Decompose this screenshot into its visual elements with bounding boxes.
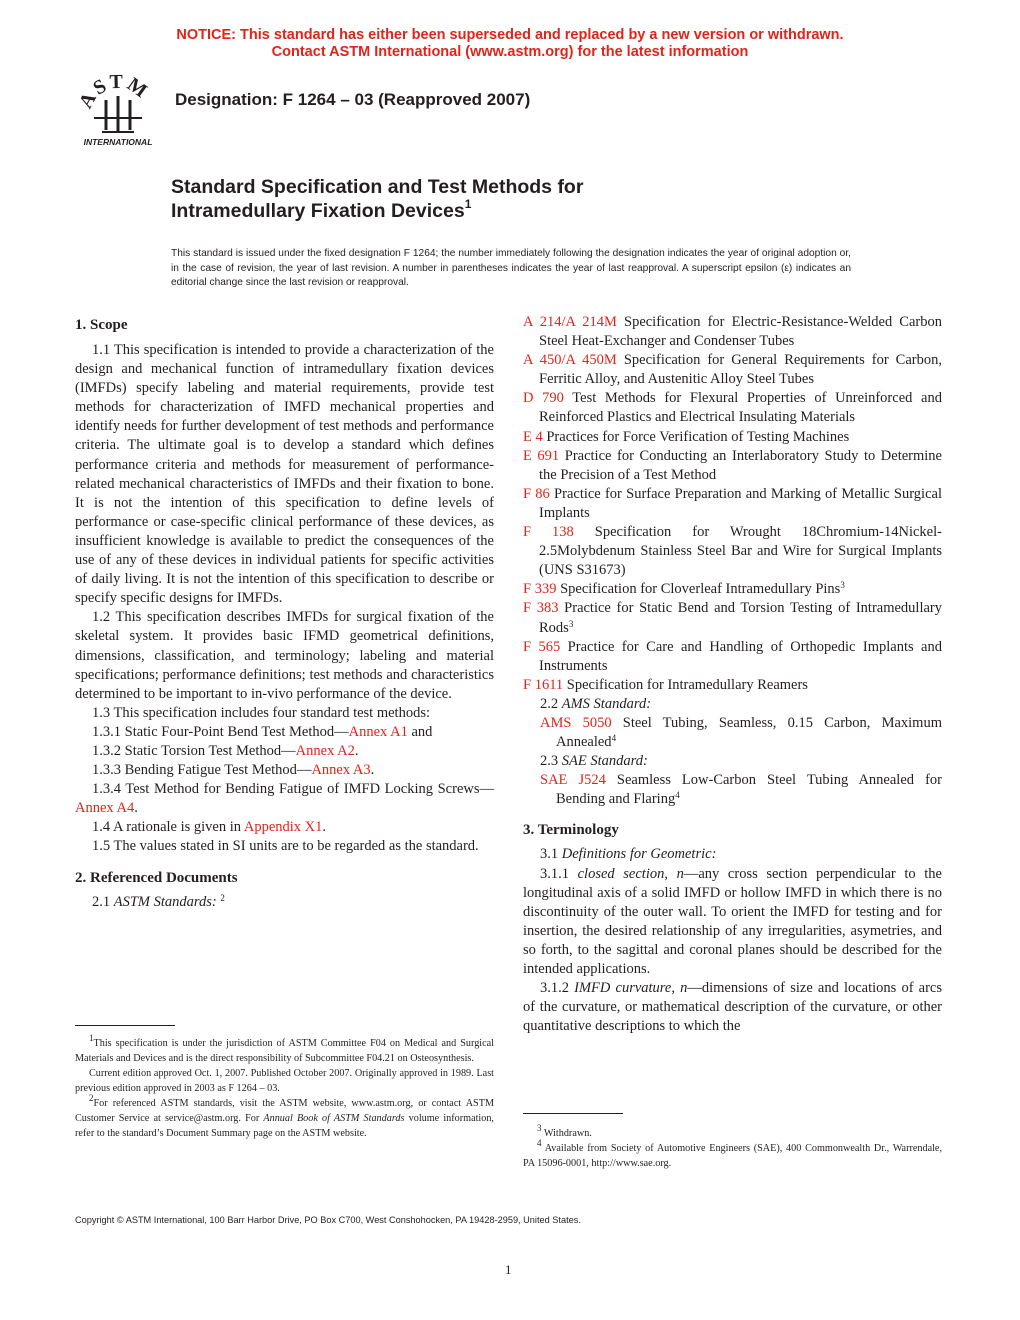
- para-1-4: [75, 818, 494, 837]
- reference-title: Practice for Conducting an Interlaboratory Study to Determine the Precision of a Test Method: [539, 447, 942, 483]
- ams-reference: [523, 714, 942, 752]
- page-number: 1: [505, 1262, 512, 1277]
- para-3-1-2-num: 3.1.2: [540, 980, 575, 997]
- title-footnote-mark: 1: [464, 197, 472, 211]
- astm-reference-item: [523, 676, 942, 695]
- reference-title: Test Methods for Flexural Properties of Unreinforced and Reinforced Plastics and Electrical Insulating Materials: [539, 390, 942, 426]
- reference-title: Practice for Care and Handling of Orthopedic Implants and Instruments: [539, 638, 942, 674]
- para-1-3-1: [75, 723, 494, 742]
- reference-title: Specification for Wrought 18Chromium-14Nickel-2.5Molybdenum Stainless Steel Bar and Wire for Surgical Implants (UNS S31673): [539, 524, 942, 579]
- para-1-4-text: 1.4 A rationale is given in: [92, 819, 244, 836]
- astm-reference-item: [523, 580, 942, 599]
- para-2-1-label: ASTM Standards:: [113, 893, 217, 910]
- astm-logo: [76, 72, 160, 150]
- para-1-3-1-text: 1.3.1 Static Four-Point Bend Test Method—: [92, 723, 349, 740]
- para-2-1-num: 2.1: [92, 893, 114, 910]
- notice-line-1: NOTICE: This standard has either been superseded and replaced by a new version or withdrawn.: [176, 27, 844, 43]
- logo-subtext: INTERNATIONAL: [83, 137, 153, 147]
- reference-code-link[interactable]: D 790: [523, 390, 564, 407]
- footnote-1: [75, 1033, 494, 1066]
- reference-code-link[interactable]: F 138: [523, 524, 574, 541]
- para-1-3: 1.3 This specification includes four standard test methods:: [92, 704, 430, 721]
- astm-reference-item: [523, 351, 942, 389]
- term-closed-section: closed section, n: [577, 865, 684, 882]
- sae-j524-link[interactable]: SAE J524: [540, 772, 606, 789]
- section-1-heading: 1. Scope: [75, 317, 128, 333]
- para-2-3-label: SAE Standard:: [561, 753, 648, 770]
- astm-reference-item: [523, 313, 942, 351]
- annex-a3-link[interactable]: Annex A3: [311, 762, 371, 779]
- withdrawal-notice: [0, 27, 1020, 61]
- footnote-4-mark: 4: [537, 1138, 542, 1148]
- para-1-3-2-text: 1.3.2 Static Torsion Test Method—: [92, 742, 296, 759]
- para-1-2: 1.2 This specification describes IMFDs for surgical fixation of the skeletal system. It provides basic IFMD geometrical definitions, dimensions, classification, and terminology; labeling and material specifications; performance definitions; test methods and characteristics determined to be important to in-vivo performance of the device.: [75, 609, 494, 702]
- reference-title: Practice for Static Bend and Torsion Testing of Intramedullary Rods: [539, 600, 942, 636]
- footnote-2-mark: 2: [89, 1093, 94, 1103]
- ams-reference-text: Steel Tubing, Seamless, 0.15 Carbon, Maximum Annealed: [556, 714, 942, 751]
- document-title: [171, 175, 583, 223]
- reference-footnote-mark: 3: [840, 580, 845, 591]
- footnote-rule-right: [523, 1113, 623, 1114]
- annex-a4-link[interactable]: Annex A4: [75, 800, 135, 817]
- right-footnotes: [523, 1113, 942, 1171]
- term-imfd-curvature: IMFD curvature, n: [574, 980, 688, 997]
- reference-code-link[interactable]: F 339: [523, 581, 557, 598]
- para-3-1-2-text: —dimensions of size and locations of arcs of the curvature, or mathematical description of the curvature, or other quantitative descriptions to which the: [523, 980, 943, 1035]
- right-column: [523, 313, 942, 1036]
- para-1-3-1-tail: and: [407, 723, 433, 740]
- footnote-2: [75, 1093, 494, 1141]
- para-1-3-3-text: 1.3.3 Bending Fatigue Test Method—: [92, 762, 312, 779]
- footnote-2-text: For referenced ASTM standards, visit the ASTM website, www.astm.org, or contact ASTM Customer Service at service@astm.org. For: [75, 1098, 494, 1124]
- footnote-2-tail: volume information, refer to the standard’s Document Summary page on the ASTM website.: [75, 1113, 494, 1139]
- para-2-2-label: AMS Standard:: [561, 695, 652, 712]
- para-1-3-3: [75, 761, 494, 780]
- para-1-3-3-tail: .: [370, 762, 375, 779]
- reference-footnote-mark: 3: [568, 618, 574, 629]
- footnote-4: [523, 1138, 942, 1171]
- para-1-3-4: [75, 780, 494, 818]
- para-1-3-4-text: 1.3.4 Test Method for Bending Fatigue of IMFD Locking Screws—: [92, 781, 494, 798]
- reference-title: Practice for Surface Preparation and Marking of Metallic Surgical Implants: [539, 485, 942, 521]
- annex-a1-link[interactable]: Annex A1: [348, 723, 408, 740]
- sae-reference-sup: 4: [675, 790, 680, 801]
- para-2-3: [523, 752, 942, 771]
- footnote-3-mark: 3: [537, 1123, 542, 1133]
- reference-code-link[interactable]: F 1611: [523, 676, 564, 693]
- para-2-1-sup: 2: [220, 892, 225, 903]
- footnote-rule-left: [75, 1025, 175, 1026]
- copyright-line: Copyright © ASTM International, 100 Barr Harbor Drive, PO Box C700, West Conshohocken, PA 19428-2959, United States.: [75, 1215, 581, 1225]
- svg-text:ASTM: [76, 72, 153, 112]
- section-3-heading: 3. Terminology: [523, 822, 619, 839]
- astm-reference-item: [523, 389, 942, 427]
- reference-code-link[interactable]: E 4: [523, 428, 543, 445]
- reference-code-link[interactable]: F 565: [523, 638, 561, 655]
- para-2-2: [523, 695, 942, 714]
- astm-reference-item: [523, 447, 942, 485]
- footnote-1-edition: Current edition approved Oct. 1, 2007. Published October 2007. Originally approved in 1989. Last previous edition approved in 2003 as F 1264 – 03.: [75, 1068, 494, 1094]
- reference-title: Specification for General Requirements for Carbon, Ferritic Alloy, and Austenitic Alloy Steel Tubes: [539, 352, 942, 388]
- appendix-x1-link[interactable]: Appendix X1: [243, 819, 323, 836]
- footnotes-right-body: [523, 1123, 942, 1171]
- para-2-1: [75, 893, 494, 912]
- reference-title: Specification for Cloverleaf Intramedullary Pins: [556, 581, 841, 598]
- astm-reference-item: [523, 599, 942, 637]
- footnote-3: [523, 1123, 942, 1141]
- ams-reference-sup: 4: [611, 733, 617, 744]
- notice-line-2: Contact ASTM International (www.astm.org) for the latest information: [271, 44, 749, 60]
- footnote-3-text: Withdrawn.: [543, 1128, 592, 1139]
- astm-reference-item: [523, 523, 942, 580]
- reference-title: Practices for Force Verification of Testing Machines: [542, 428, 850, 445]
- para-3-1-1-num: 3.1.1: [540, 865, 578, 882]
- astm-reference-item: [523, 485, 942, 523]
- issuance-note: This standard is issued under the fixed designation F 1264; the number immediately following the designation indicates the year of original adoption or, in the case of revision, the year of last revision. A number in parentheses indicates the year of last reapproval. A superscript epsilon (ε) indicates an editorial change since the last revision or reapproval.: [171, 248, 851, 288]
- footnote-1-text: This specification is under the jurisdiction of ASTM Committee F04 on Medical and Surgical Materials and Devices and is the direct responsibility of Subcommittee F04.21 on Osteosynthesis.: [75, 1038, 494, 1064]
- para-3-1-label: Definitions for Geometric:: [561, 846, 717, 863]
- section-2-heading: 2. Referenced Documents: [75, 869, 238, 886]
- sae-reference: [523, 771, 942, 809]
- para-3-1-num: 3.1: [540, 846, 562, 863]
- title-line-2-text: Intramedullary Fixation Devices: [171, 200, 465, 222]
- astm-logo-icon: [76, 72, 160, 150]
- para-1-5: 1.5 The values stated in SI units are to be regarded as the standard.: [92, 838, 479, 855]
- para-1-3-2: [75, 742, 494, 761]
- para-1-1: 1.1 This specification is intended to provide a characterization of the design and mechanical function of intramedullary fixation devices (IMFDs) specify labeling and material requirements, provide test methods for characterization of IMFD mechanical properties and identify needs for further development of test methods and performance criteria. The ultimate goal is to develop a standard which defines performance criteria and methods for measurement of performance-related mechanical characteristics of IMFDs and their fixation to bone. It is not the intention of this specification to define levels of performance or case-specific clinical performance of these devices, as insufficient knowledge is available to predict the consequences of the use of any of these devices in individual patients for specific activities of daily living. It is not the intention of this specification to describe or specify specific designs for IMFDs.: [75, 342, 494, 607]
- left-column: [75, 313, 494, 912]
- para-1-3-4-tail: .: [134, 800, 138, 817]
- astm-reference-list: [523, 313, 942, 695]
- reference-code-link[interactable]: F 86: [523, 485, 550, 502]
- title-line-2: [171, 199, 583, 223]
- para-1-3-2-tail: .: [354, 742, 359, 759]
- para-3-1: [523, 845, 942, 864]
- reference-code-link[interactable]: A 450/A 450M: [523, 352, 617, 369]
- sae-reference-text: Seamless Low-Carbon Steel Tubing Annealed for Bending and Flaring: [556, 772, 942, 808]
- astm-reference-item: [523, 428, 942, 447]
- reference-title: Specification for Electric-Resistance-Welded Carbon Steel Heat-Exchanger and Condenser Tubes: [539, 314, 942, 350]
- footnote-1-mark: 1: [89, 1033, 94, 1043]
- logo-text: ASTM: [76, 72, 153, 112]
- annex-a2-link[interactable]: Annex A2: [295, 742, 355, 759]
- para-1-4-tail: .: [322, 819, 327, 836]
- para-2-3-num: 2.3: [540, 753, 562, 770]
- title-line-1: Standard Specification and Test Methods for: [171, 176, 584, 198]
- ams-5050-link[interactable]: AMS 5050: [540, 714, 612, 731]
- reference-title: Specification for Intramedullary Reamers: [563, 676, 808, 693]
- designation: Designation: F 1264 – 03 (Reapproved 2007): [175, 90, 531, 109]
- para-3-1-2: [523, 979, 942, 1036]
- reference-code-link[interactable]: E 691: [523, 447, 560, 464]
- footnotes-left-body: [75, 1033, 494, 1141]
- reference-code-link[interactable]: A 214/A 214M: [523, 314, 617, 330]
- left-footnotes: [75, 1025, 494, 1141]
- footnote-2-italic: Annual Book of ASTM Standards: [263, 1113, 405, 1124]
- reference-code-link[interactable]: F 383: [523, 600, 559, 617]
- footnote-4-text: Available from Society of Automotive Engineers (SAE), 400 Commonwealth Dr., Warrendale, PA 15096-0001, http://www.sae.org.: [523, 1143, 942, 1169]
- para-3-1-1: [523, 865, 942, 980]
- astm-reference-item: [523, 638, 942, 676]
- para-3-1-1-text: —any cross section perpendicular to the longitudinal axis of a solid IMFD or hollow IMFD in which there is no discontinuity of the outer wall. To orient the IMFD for testing and for insertion, the desired relationship of any irregularities, asymetries, and so forth, to the sagittal and coronal planes should be described for the intended applications.: [523, 865, 942, 977]
- para-2-2-num: 2.2: [540, 695, 562, 712]
